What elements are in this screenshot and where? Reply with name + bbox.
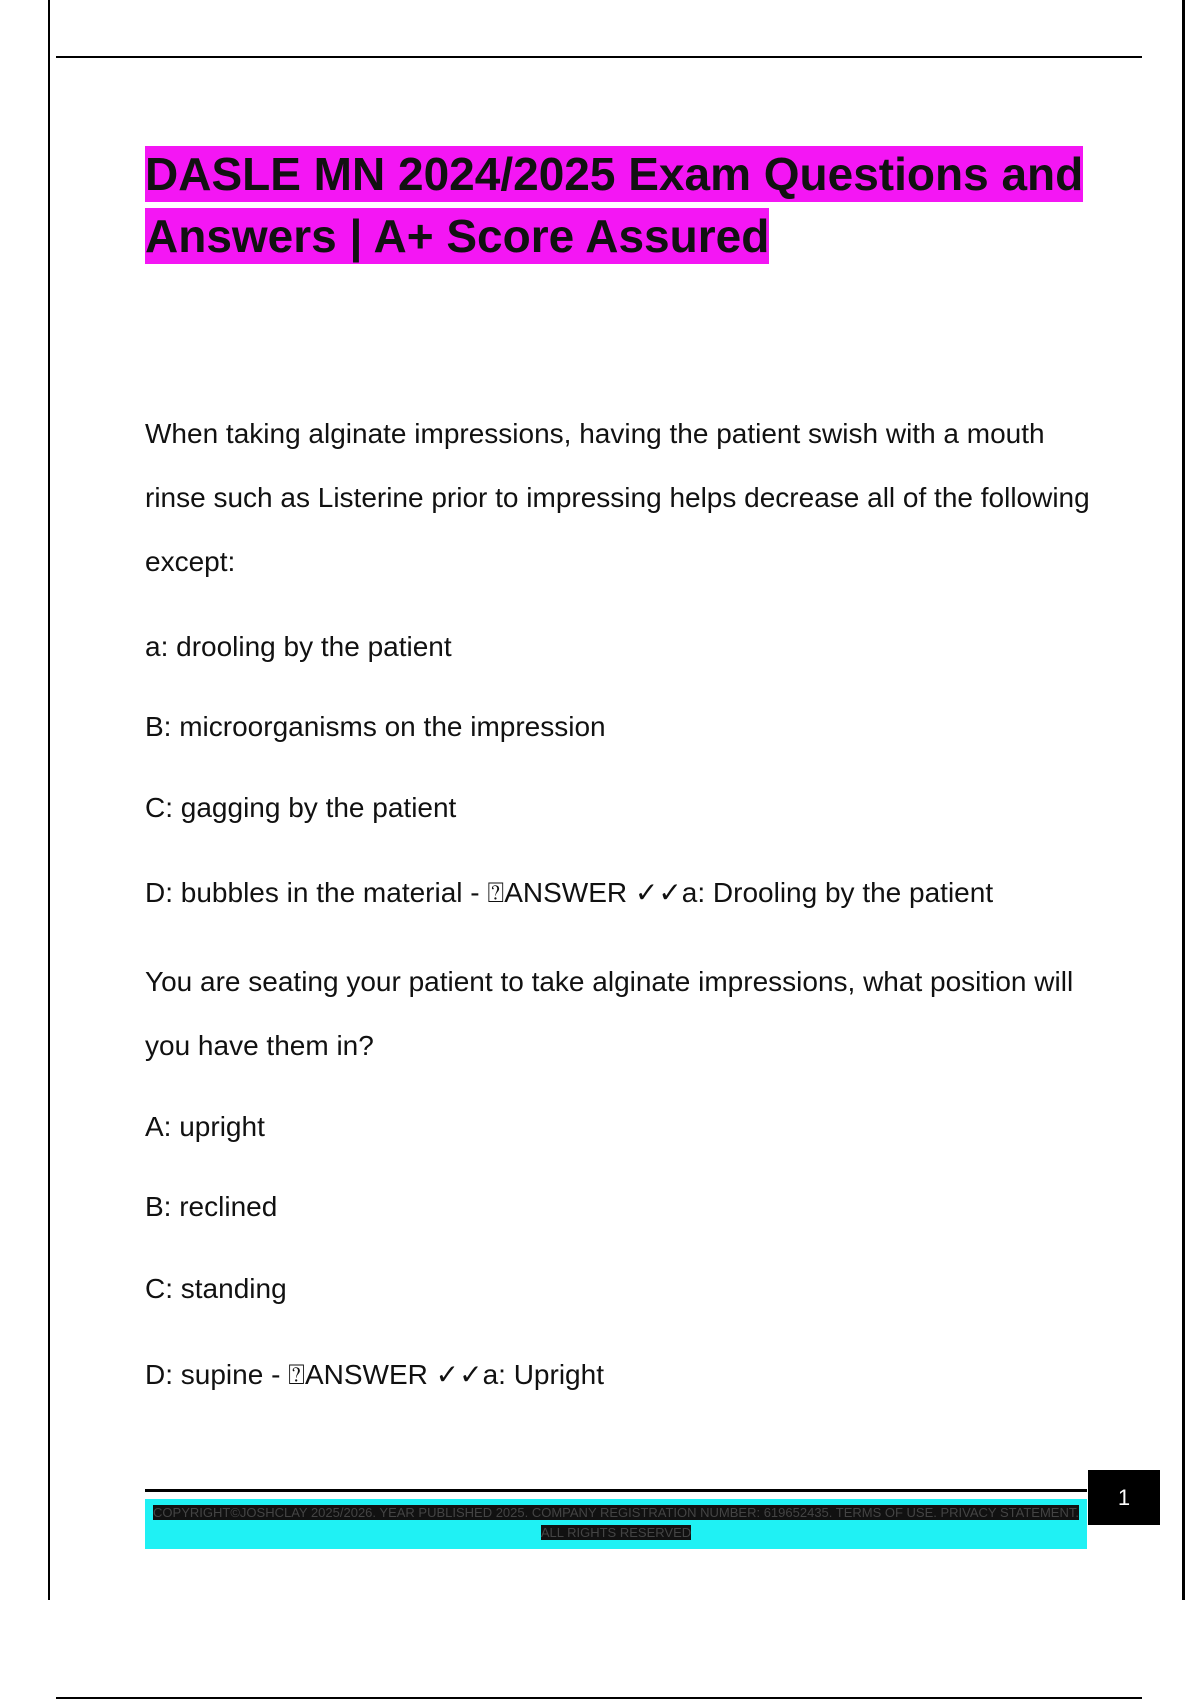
question-1-option-d-with-answer [145, 876, 993, 910]
question-1-option-a: a: drooling by the patient [145, 631, 452, 662]
question-1-option-c: C: gagging by the patient [145, 792, 457, 823]
question-2-option-d-with-answer [145, 1358, 604, 1392]
footer-copyright-band [145, 1499, 1087, 1549]
footer-rule [145, 1489, 1087, 1492]
question-1-option-b: B: microorganisms on the impression [145, 711, 606, 742]
question-1-prompt: When taking alginate impressions, having the patient swish with a mouth rinse such as Listerine prior to impressing helps decrease all of the following except: [145, 418, 1090, 577]
next-page-rule [56, 1697, 1142, 1699]
question-2-option-a: A: upright [145, 1111, 265, 1142]
left-border-rule [48, 0, 50, 1600]
question-1-option-d: D: bubbles in the material [145, 877, 463, 908]
question-1-answer: - ⍰ANSWER ✓✓a: Drooling by the patient [462, 877, 994, 908]
page-number: 1 [1088, 1470, 1160, 1525]
header-rule [56, 56, 1142, 58]
question-2-option-c: C: standing [145, 1273, 287, 1304]
question-2-answer: - ⍰ANSWER ✓✓a: Upright [263, 1359, 604, 1390]
title-highlight: DASLE MN 2024/2025 Exam Questions and Answers | A+ Score Assured [145, 148, 1084, 262]
right-border-rule [1182, 0, 1185, 1600]
footer-copyright-text: COPYRIGHT©JOSHCLAY 2025/2026. YEAR PUBLISHED 2025. COMPANY REGISTRATION NUMBER: 619652435. TERMS OF USE. PRIVACY STATEMENT. ALL RIGHTS RESERVED [153, 1505, 1079, 1540]
question-2-prompt: You are seating your patient to take alginate impressions, what position will you have them in? [145, 966, 1074, 1061]
document-title [145, 143, 1105, 267]
question-2-option-d: D: supine [145, 1359, 264, 1390]
question-2-option-b: B: reclined [145, 1191, 278, 1222]
